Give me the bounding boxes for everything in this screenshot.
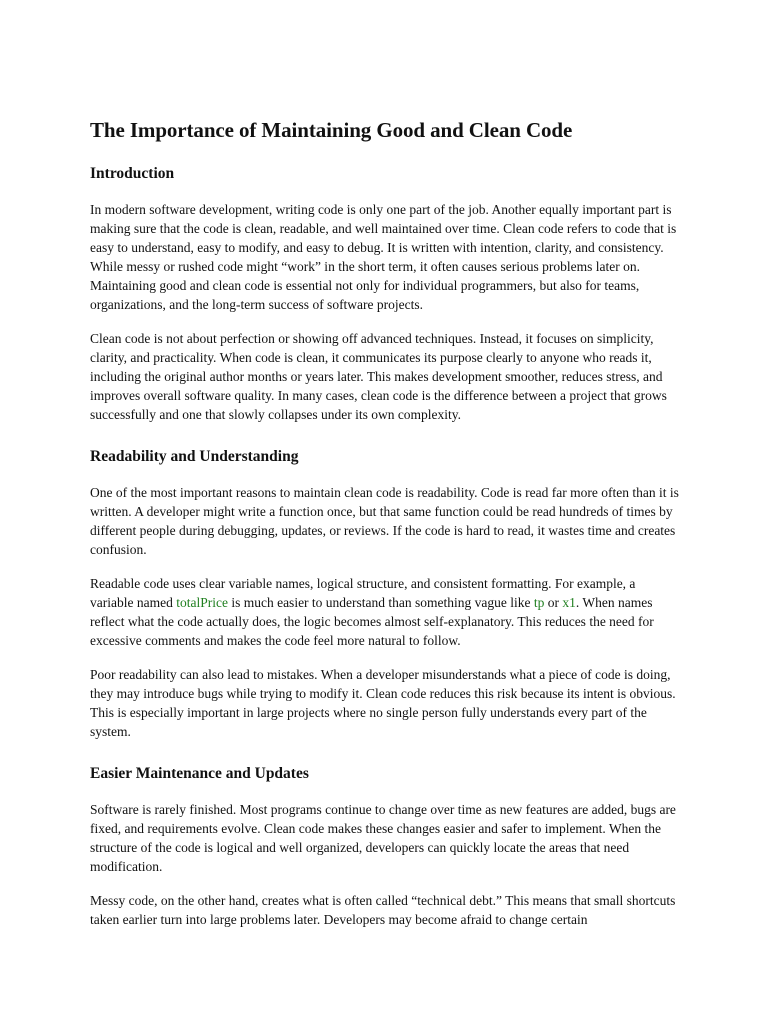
code-x1: x1 [562, 595, 576, 610]
readability-text-middle-1: is much easier to understand than something vague like [227, 595, 534, 610]
readability-paragraph-3: Poor readability can also lead to mistakes. When a developer misunderstands what a piece of code is doing, they may introduce bugs while trying to modify it. Clean code reduces this risk because its intent is obvious. This is especially important in large projects where no single person fully understands every part of the system. [90, 667, 676, 739]
intro-paragraph-2: Clean code is not about perfection or showing off advanced techniques. Instead, it focuses on simplicity, clarity, and practicality. When code is clean, it communicates its purpose clearly to anyone who reads it, including the original author months or years later. This makes development smoother, reduces stress, and improves overall software quality. In many cases, clean code is the difference between a project that grows successfully and one that slowly collapses under its own complexity. [90, 331, 667, 422]
document-page [90, 116, 680, 944]
section-heading-readability: Readability and Understanding [90, 448, 299, 465]
code-tp: tp [533, 595, 545, 610]
maintenance-paragraph-2: Messy code, on the other hand, creates what is often called “technical debt.” This means that small shortcuts taken earlier turn into large problems later. Developers may become afraid to change certain [90, 893, 676, 927]
readability-paragraph-1: One of the most important reasons to maintain clean code is readability. Code is read far more often than it is written. A developer might write a function once, but that same function could be read hundreds of times by different people during debugging, updates, or reviews. If the code is hard to read, it wastes time and creates confusion. [90, 485, 679, 557]
page-title: The Importance of Maintaining Good and Clean Code [90, 118, 573, 142]
readability-text-middle-2: or [544, 595, 563, 610]
readability-text-after: . When names reflect what the code actually does, the logic becomes almost self-explanatory. This reduces the need for excessive comments and makes the code feel more natural to follow. [90, 595, 654, 648]
intro-paragraph-1: In modern software development, writing code is only one part of the job. Another equally important part is making sure that the code is clean, readable, and well maintained over time. Clean code refers to code that is easy to understand, easy to modify, and easy to debug. It is written with intention, clarity, and consistency. While messy or rushed code might “work” in the short term, it often causes serious problems later on. Maintaining good and clean code is essential not only for individual programmers, but also for teams, organizations, and the long-term success of software projects. [90, 202, 677, 312]
readability-text-before: Readable code uses clear variable names, logical structure, and consistent formatting. For example, a variable named [90, 576, 636, 610]
section-heading-introduction: Introduction [90, 165, 175, 182]
maintenance-paragraph-1: Software is rarely finished. Most programs continue to change over time as new features are added, bugs are fixed, and requirements evolve. Clean code makes these changes easier and safer to implement. When the structure of the code is logical and well organized, developers can quickly locate the areas that need modification. [90, 802, 676, 874]
readability-paragraph-2 [90, 574, 680, 650]
section-heading-maintenance: Easier Maintenance and Updates [90, 765, 309, 782]
code-total-price: totalPrice [176, 595, 228, 610]
